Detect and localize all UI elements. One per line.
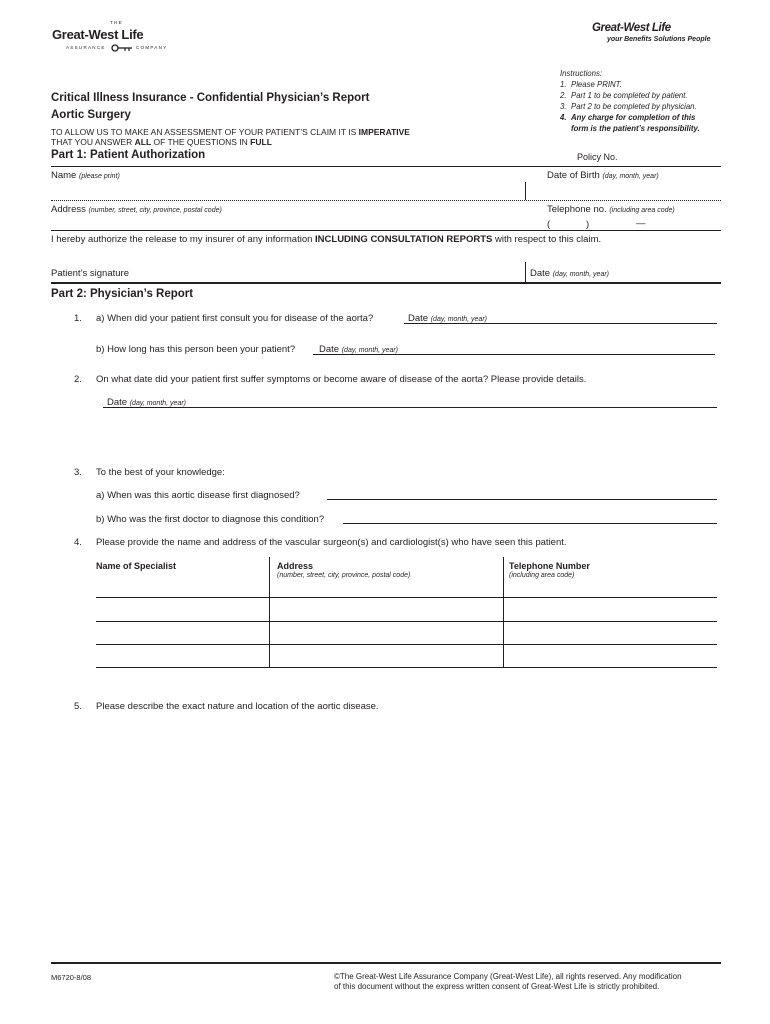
q3a-answer-line[interactable]	[327, 499, 717, 500]
col-telephone-hint: (including area code)	[509, 572, 575, 579]
instruction-item: Please PRINT.	[571, 80, 622, 89]
instruction-item: Any charge for completion of this	[571, 113, 696, 122]
copyright-line: ©The Great-West Life Assurance Company (Great-West Life), all rights reserved. Any modification	[334, 972, 682, 981]
table-row[interactable]	[96, 597, 717, 598]
q4-text: Please provide the name and address of the vascular surgeon(s) and cardiologist(s) who have seen this patient.	[96, 537, 567, 548]
copyright-notice	[334, 972, 682, 992]
logo-the: THE	[110, 20, 123, 25]
instruction-num: 4.	[560, 113, 567, 122]
q1b-answer-line[interactable]	[313, 354, 715, 355]
note-emphasis: ALL	[134, 137, 152, 147]
q5-number: 5.	[74, 701, 82, 712]
tel-close-paren: )	[586, 219, 590, 230]
table-divider	[269, 557, 270, 667]
q3b-text: b) Who was the first doctor to diagnose this condition?	[96, 514, 325, 525]
q3-text: To the best of your knowledge:	[96, 467, 225, 478]
part-divider	[51, 282, 721, 284]
col-name-of-specialist: Name of Specialist	[96, 561, 177, 571]
signature-label: Patient’s signature	[51, 268, 129, 279]
note-text: THAT YOU ANSWER	[51, 137, 135, 147]
form-subtitle: Aortic Surgery	[51, 109, 131, 121]
part2-title: Part 2: Physician’s Report	[51, 288, 194, 300]
policy-no-label: Policy No.	[577, 152, 618, 162]
table-row[interactable]	[96, 644, 717, 645]
q3-number: 3.	[74, 467, 82, 478]
q2-text: On what date did your patient first suffer symptoms or become aware of disease of the aorta? Please provide details.	[96, 374, 587, 385]
signature-date-label: Date (day, month, year)	[530, 268, 609, 279]
note-emphasis: FULL	[250, 137, 272, 147]
logo-left	[52, 20, 182, 52]
instruction-item: Part 1 to be completed by patient.	[571, 91, 688, 100]
name-field[interactable]	[51, 200, 721, 201]
name-label: Name (please print)	[51, 170, 120, 181]
tel-dash: —	[636, 218, 646, 229]
instructions	[560, 68, 730, 134]
q1b-text: b) How long has this person been your patient?	[96, 344, 296, 355]
imperative-note	[51, 127, 410, 147]
logo-right	[560, 22, 720, 50]
logo-company: COMPANY	[136, 45, 168, 50]
logo-assurance: ASSURANCE	[66, 45, 106, 50]
instruction-num: 1.	[560, 80, 567, 89]
q1b-date-label: Date (day, month, year)	[319, 344, 398, 355]
table-row[interactable]	[96, 621, 717, 622]
q1a-text: a) When did your patient first consult you for disease of the aorta?	[96, 313, 374, 324]
note-text: OF THE QUESTIONS IN	[151, 137, 251, 147]
instruction-item: Part 2 to be completed by physician.	[571, 102, 697, 111]
address-field[interactable]	[51, 230, 721, 231]
divider	[51, 166, 721, 167]
form-code: M6720-8/08	[51, 973, 92, 982]
q3a-text: a) When was this aortic disease first diagnosed?	[96, 490, 300, 501]
instruction-item: form is the patient’s responsibility.	[571, 124, 700, 133]
table-divider	[503, 557, 504, 667]
address-label: Address (number, street, city, province, postal code)	[51, 204, 222, 215]
q2-number: 2.	[74, 374, 82, 385]
instruction-num	[560, 123, 571, 134]
authorization-statement: I hereby authorize the release to my insurer of any information INCLUDING CONSULTATION REPORTS with respect to this claim.	[51, 234, 602, 245]
form-title: Critical Illness Insurance - Confidential Physician’s Report	[51, 92, 370, 104]
q1-number: 1.	[74, 313, 82, 324]
tel-label: Telephone no. (including area code)	[547, 204, 675, 215]
col-address-hint: (number, street, city, province, postal code)	[277, 572, 411, 579]
q2-date-label: Date (day, month, year)	[107, 397, 186, 408]
instruction-num: 3.	[560, 102, 567, 111]
logo-tagline: your Benefits Solutions People	[607, 36, 711, 43]
q2-answer-line[interactable]	[103, 407, 717, 408]
copyright-line: of this document without the express written consent of Great-West Life is strictly prohibited.	[334, 982, 660, 991]
note-text: TO ALLOW US TO MAKE AN ASSESSMENT OF YOUR PATIENT’S CLAIM IT IS	[51, 127, 359, 137]
q1a-answer-line[interactable]	[404, 323, 717, 324]
logo-left-name: Great-West Life	[52, 27, 144, 42]
note-emphasis: IMPERATIVE	[358, 127, 410, 137]
instructions-heading: Instructions:	[560, 69, 603, 78]
divider	[525, 262, 526, 282]
divider	[525, 182, 526, 200]
footer-divider	[51, 962, 721, 964]
col-telephone: Telephone Number	[509, 561, 590, 571]
dob-label: Date of Birth (day, month, year)	[547, 170, 659, 181]
col-address: Address	[277, 561, 314, 571]
tel-open-paren: (	[547, 219, 551, 230]
instruction-num: 2.	[560, 91, 567, 100]
q4-number: 4.	[74, 537, 82, 548]
part1-title: Part 1: Patient Authorization	[51, 149, 206, 161]
q3b-answer-line[interactable]	[343, 523, 717, 524]
q5-text: Please describe the exact nature and location of the aortic disease.	[96, 701, 379, 712]
key-icon	[111, 44, 133, 52]
logo-right-name: Great-West Life	[592, 22, 671, 34]
q1a-date-label: Date (day, month, year)	[408, 313, 487, 324]
table-row[interactable]	[96, 667, 717, 668]
